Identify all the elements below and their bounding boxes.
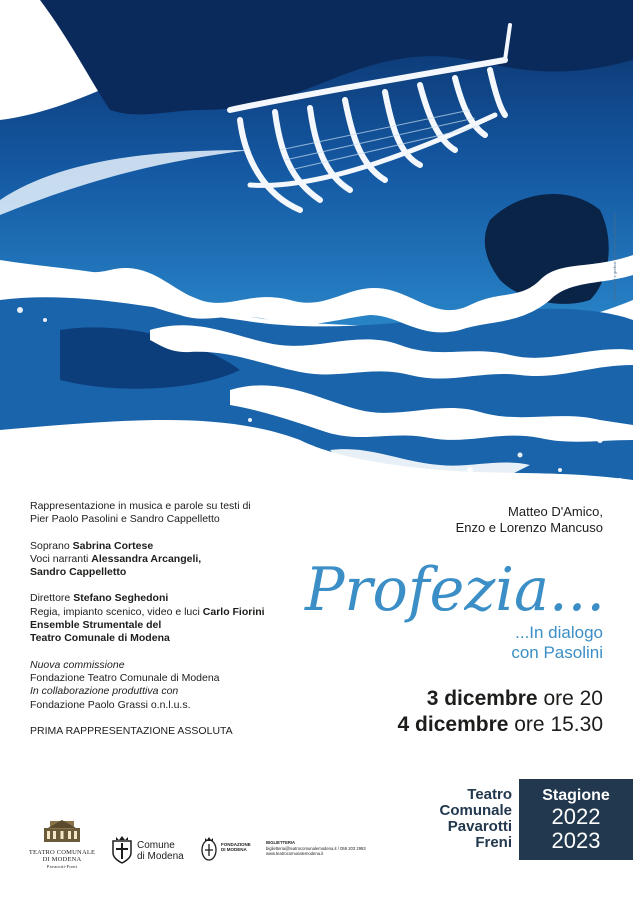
date-line: 4 dicembre ore 15.30 bbox=[397, 713, 603, 736]
date-line: 3 dicembre ore 20 bbox=[426, 687, 603, 710]
authors: Matteo D'Amico, Enzo e Lorenzo Mancuso bbox=[455, 504, 603, 535]
soprano-line: Soprano Sabrina Cortese bbox=[30, 539, 154, 552]
grassi-line: Fondazione Paolo Grassi o.n.l.u.s. bbox=[30, 698, 191, 711]
ensemble-line: Ensemble Strumentale del bbox=[30, 619, 162, 632]
subtitle: ...In dialogo con Pasolini bbox=[511, 623, 603, 662]
comune-modena-logo: Comune di Modena bbox=[110, 835, 190, 865]
credits-line: Pier Paolo Pasolini e Sandro Cappelletto bbox=[30, 513, 220, 526]
illustration-credit: Illustrazione e grafica: www.francescarinaldi.com bbox=[612, 213, 617, 300]
premiere-line: PRIMA RAPPRESENTAZIONE ASSOLUTA bbox=[30, 724, 233, 737]
collab-line: In collaborazione produttiva con bbox=[30, 685, 179, 698]
voices-line-2: Sandro Cappelletto bbox=[30, 566, 127, 579]
credits-line: Rappresentazione in musica e parole su testi di bbox=[30, 500, 251, 512]
ensemble-line-2: Teatro Comunale di Modena bbox=[30, 632, 170, 645]
title-text: Profezia... bbox=[304, 555, 605, 625]
fondazione-seal-icon bbox=[200, 835, 218, 863]
commission-line: Nuova commissione bbox=[30, 658, 125, 671]
page-title bbox=[300, 540, 610, 630]
coat-of-arms-icon bbox=[110, 835, 134, 865]
dates bbox=[303, 686, 603, 738]
teatro-comunale-logo: TEATRO COMUNALE DI MODENA Pavarotti-Freni bbox=[26, 818, 98, 868]
fondazione-modena-logo: FONDAZIONE DI MODENA bbox=[200, 835, 256, 865]
season-badge: Stagione 2022 2023 bbox=[519, 779, 633, 860]
credits-block bbox=[30, 500, 320, 738]
regia-line: Regia, impianto scenico, video e luci Carlo Fiorini bbox=[30, 605, 265, 618]
voices-line: Voci narranti Alessandra Arcangeli, bbox=[30, 552, 202, 565]
director-line: Direttore Stefano Seghedoni bbox=[30, 592, 169, 605]
theatre-name: Teatro Comunale Pavarotti Freni bbox=[439, 786, 512, 851]
biglietteria-info: BIGLIETTERIA biglietteria@teatrocomunalemodena.it / 059 203 2993 www.teatrocomunalemodena.it bbox=[266, 840, 366, 856]
foundation-line: Fondazione Teatro Comunale di Modena bbox=[30, 671, 220, 684]
theatre-building-icon bbox=[42, 818, 82, 844]
